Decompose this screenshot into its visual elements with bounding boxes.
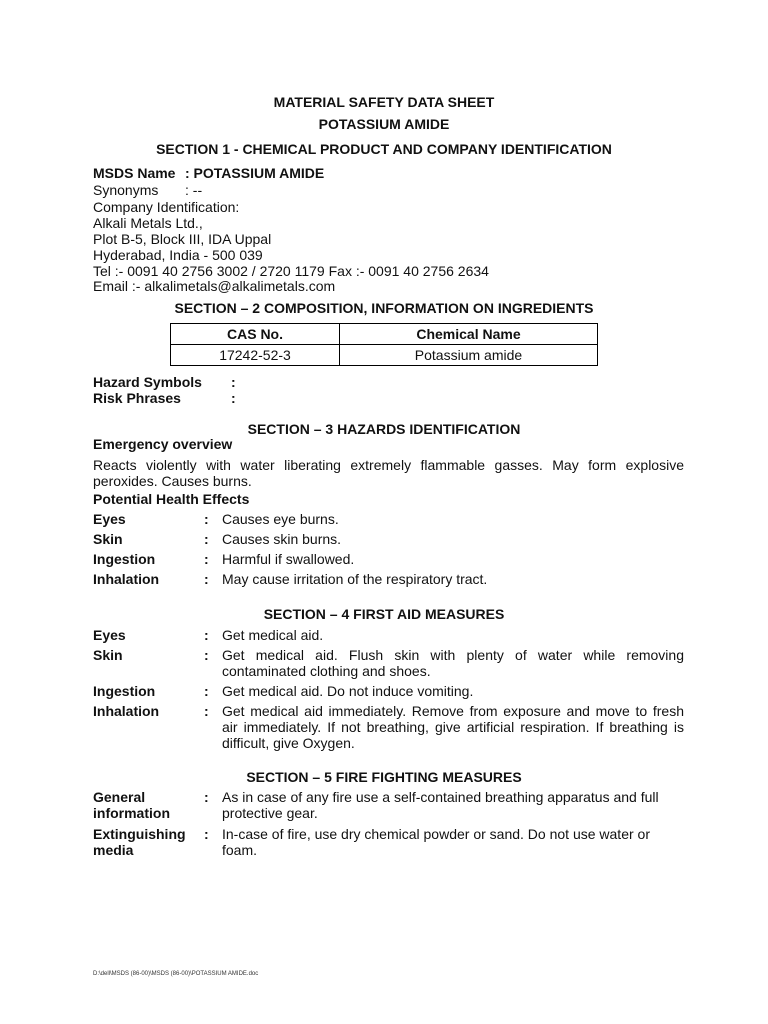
risk-phrases-label: Risk Phrases (93, 390, 181, 406)
s3-eyes-colon: : (204, 511, 209, 527)
table-header-chemical-name: Chemical Name (340, 324, 598, 345)
company-address-line1: Plot B-5, Block III, IDA Uppal (93, 231, 272, 247)
s4-skin-colon: : (204, 647, 209, 663)
s4-skin-text: Get medical aid. Flush skin with plenty of water while removing contaminated clothing and shoes. (222, 647, 684, 679)
s3-eyes-label: Eyes (93, 511, 126, 527)
potential-health-effects-label: Potential Health Effects (93, 491, 250, 507)
s3-inhalation-text: May cause irritation of the respiratory tract. (222, 571, 488, 587)
document-title: MATERIAL SAFETY DATA SHEET (273, 94, 495, 110)
synonyms-label: Synonyms (93, 182, 159, 198)
company-email: Email :- alkalimetals@alkalimetals.com (93, 278, 336, 294)
company-identification-label: Company Identification: (93, 199, 240, 215)
s5-general-text: As in case of any fire use a self-contained breathing apparatus and full protective gear. (222, 789, 659, 821)
s3-ingestion-text: Harmful if swallowed. (222, 551, 355, 567)
emergency-overview-label: Emergency overview (93, 436, 233, 452)
s4-inhalation-label: Inhalation (93, 703, 160, 719)
s3-ingestion-colon: : (204, 551, 209, 567)
s5-general-label-line1: General (93, 789, 146, 805)
s4-inhalation-text: Get medical aid immediately. Remove from exposure and move to fresh air immediately. If not breathing, give artificial respiration. If breathing is difficult, give Oxygen. (222, 703, 684, 751)
section2-heading: SECTION – 2 COMPOSITION, INFORMATION ON INGREDIENTS (174, 300, 594, 316)
section5-heading: SECTION – 5 FIRE FIGHTING MEASURES (246, 769, 522, 785)
s5-extinguishing-label-line1: Extinguishing (93, 826, 186, 842)
risk-phrases-colon: : (231, 390, 236, 406)
table-header-row (171, 324, 598, 345)
s4-eyes-colon: : (204, 627, 209, 643)
table-cell-cas: 17242-52-3 (171, 345, 340, 366)
s4-skin-label: Skin (93, 647, 123, 663)
s3-skin-text: Causes skin burns. (222, 531, 342, 547)
hazard-symbols-colon: : (231, 374, 236, 390)
s3-eyes-text: Causes eye burns. (222, 511, 339, 527)
composition-table (170, 323, 598, 366)
emergency-overview-text: Reacts violently with water liberating extremely flammable gasses. May form explosive peroxides. Causes burns. (93, 457, 684, 489)
s4-ingestion-colon: : (204, 683, 209, 699)
table-header-cas: CAS No. (171, 324, 340, 345)
s4-eyes-label: Eyes (93, 627, 126, 643)
hazard-symbols-label: Hazard Symbols (93, 374, 202, 390)
synonyms-value: : -- (185, 182, 203, 198)
table-cell-chemical-name: Potassium amide (340, 345, 598, 366)
s3-skin-colon: : (204, 531, 209, 547)
s3-ingestion-label: Ingestion (93, 551, 156, 567)
section1-heading: SECTION 1 - CHEMICAL PRODUCT AND COMPANY IDENTIFICATION (156, 141, 612, 157)
s4-ingestion-label: Ingestion (93, 683, 156, 699)
msds-name-label: MSDS Name (93, 165, 176, 181)
s5-extinguishing-colon: : (204, 826, 209, 842)
s3-inhalation-colon: : (204, 571, 209, 587)
section3-heading: SECTION – 3 HAZARDS IDENTIFICATION (247, 421, 521, 437)
product-title: POTASSIUM AMIDE (318, 116, 450, 132)
s3-inhalation-label: Inhalation (93, 571, 160, 587)
s5-general-label-line2: information (93, 805, 170, 821)
section4-heading: SECTION – 4 FIRST AID MEASURES (263, 606, 505, 622)
company-phone-fax: Tel :- 0091 40 2756 3002 / 2720 1179 Fax :- 0091 40 2756 2634 (93, 263, 489, 279)
s5-extinguishing-label-line2: media (93, 842, 134, 858)
s4-eyes-text: Get medical aid. (222, 627, 324, 643)
s4-inhalation-colon: : (204, 703, 209, 719)
s5-general-colon: : (204, 789, 209, 805)
company-name: Alkali Metals Ltd., (93, 215, 203, 231)
s4-ingestion-text: Get medical aid. Do not induce vomiting. (222, 683, 474, 699)
msds-name-value: : POTASSIUM AMIDE (185, 165, 325, 181)
table-row (171, 345, 598, 366)
s3-skin-label: Skin (93, 531, 123, 547)
s5-extinguishing-text: In-case of fire, use dry chemical powder or sand. Do not use water or foam. (222, 826, 650, 858)
company-address-line2: Hyderabad, India - 500 039 (93, 247, 263, 263)
footer-file-path: D:\dell\MSDS (86-00)\MSDS (86-00)\POTASSIUM AMIDE.doc (93, 971, 259, 977)
